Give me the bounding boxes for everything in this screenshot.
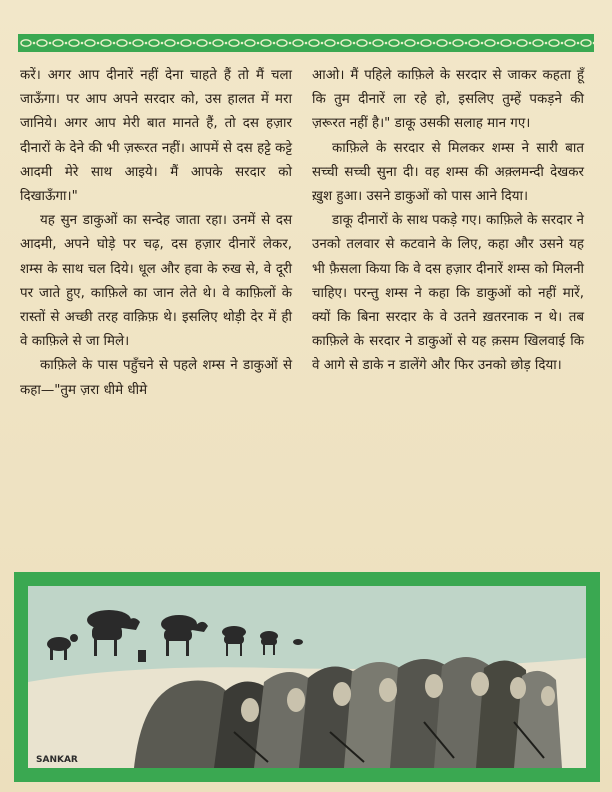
- paragraph-left-2: यह सुन डाकुओं का सन्देह जाता रहा। उनमें से दस आदमी, अपने घोड़े पर चढ़, दस हज़ार दीनारें लेकर, शम्स के साथ चल दिये। धूल और हवा के रुख से, वे दूरी पर जाते हुए, काफ़िले का जान लेते थे। वे काफ़िलों के रास्तों से अच्छी तरह वाक़िफ़ थे। इसलिए थोड़ी देर में ही वे काफ़िले से जा मिले।: [20, 213, 292, 350]
- paragraph-left-1: करें। अगर आप दीनारें नहीं देना चाहते हैं तो मैं चला जाऊँगा। पर आप अपने सरदार को, उस हालत में मरा जानिये। अगर आप मेरी बात मानते हैं, तो दस हज़ार दीनारों के देने की भी ज़रूरत नहीं। आपमें से दस हट्टे कट्टे आदमी मेरे साथ आइये। मैं आपके सरदार को दिखाऊँगा।": [20, 68, 292, 205]
- decorative-border-band: [18, 34, 594, 52]
- artist-signature: SANKAR: [36, 755, 78, 765]
- paragraph-right-3: डाकू दीनारों के साथ पकड़े गए। काफ़िले के सरदार ने उनको तलवार से कटवाने के लिए, कहा और उसने यह भी फ़ैसला किया कि वे दस हज़ार दीनारें शम्स को मिलनी चाहिए। परन्तु शम्स ने कहा कि डाकुओं को नहीं मारें, क्यों कि बिना सरदार के वे उतने ख़तरनाक न थे। तब काफ़िले के सरदार ने डाकुओं से यह क़सम खिलवाई कि वे आगे से डाके न डालेंगे और फिर उनको छोड़ दिया।: [312, 213, 584, 374]
- left-text-column: [20, 64, 292, 403]
- paragraph-right-1: आओ। मैं पहिले काफ़िले के सरदार से जाकर कहता हूँ कि तुम दीनारें ला रहे हो, इसलिए तुम्हें पकड़ने की ज़रूरत नहीं है।" डाकू उसकी सलाह मान गए।: [312, 68, 584, 132]
- caravan-illustration: [14, 572, 600, 782]
- paragraph-right-2: काफ़िले के सरदार से मिलकर शम्स ने सारी बात सच्ची सच्ची सुना दी। वह शम्स की अक़्लमन्दी देखकर ख़ुश हुआ। उसने डाकुओं को पास आने दिया।: [312, 140, 584, 205]
- right-text-column: [312, 64, 584, 379]
- paragraph-left-3: काफ़िले के पास पहुँचने से पहले शम्स ने डाकुओं से कहा—"तुम ज़रा धीमे धीमे: [20, 358, 292, 398]
